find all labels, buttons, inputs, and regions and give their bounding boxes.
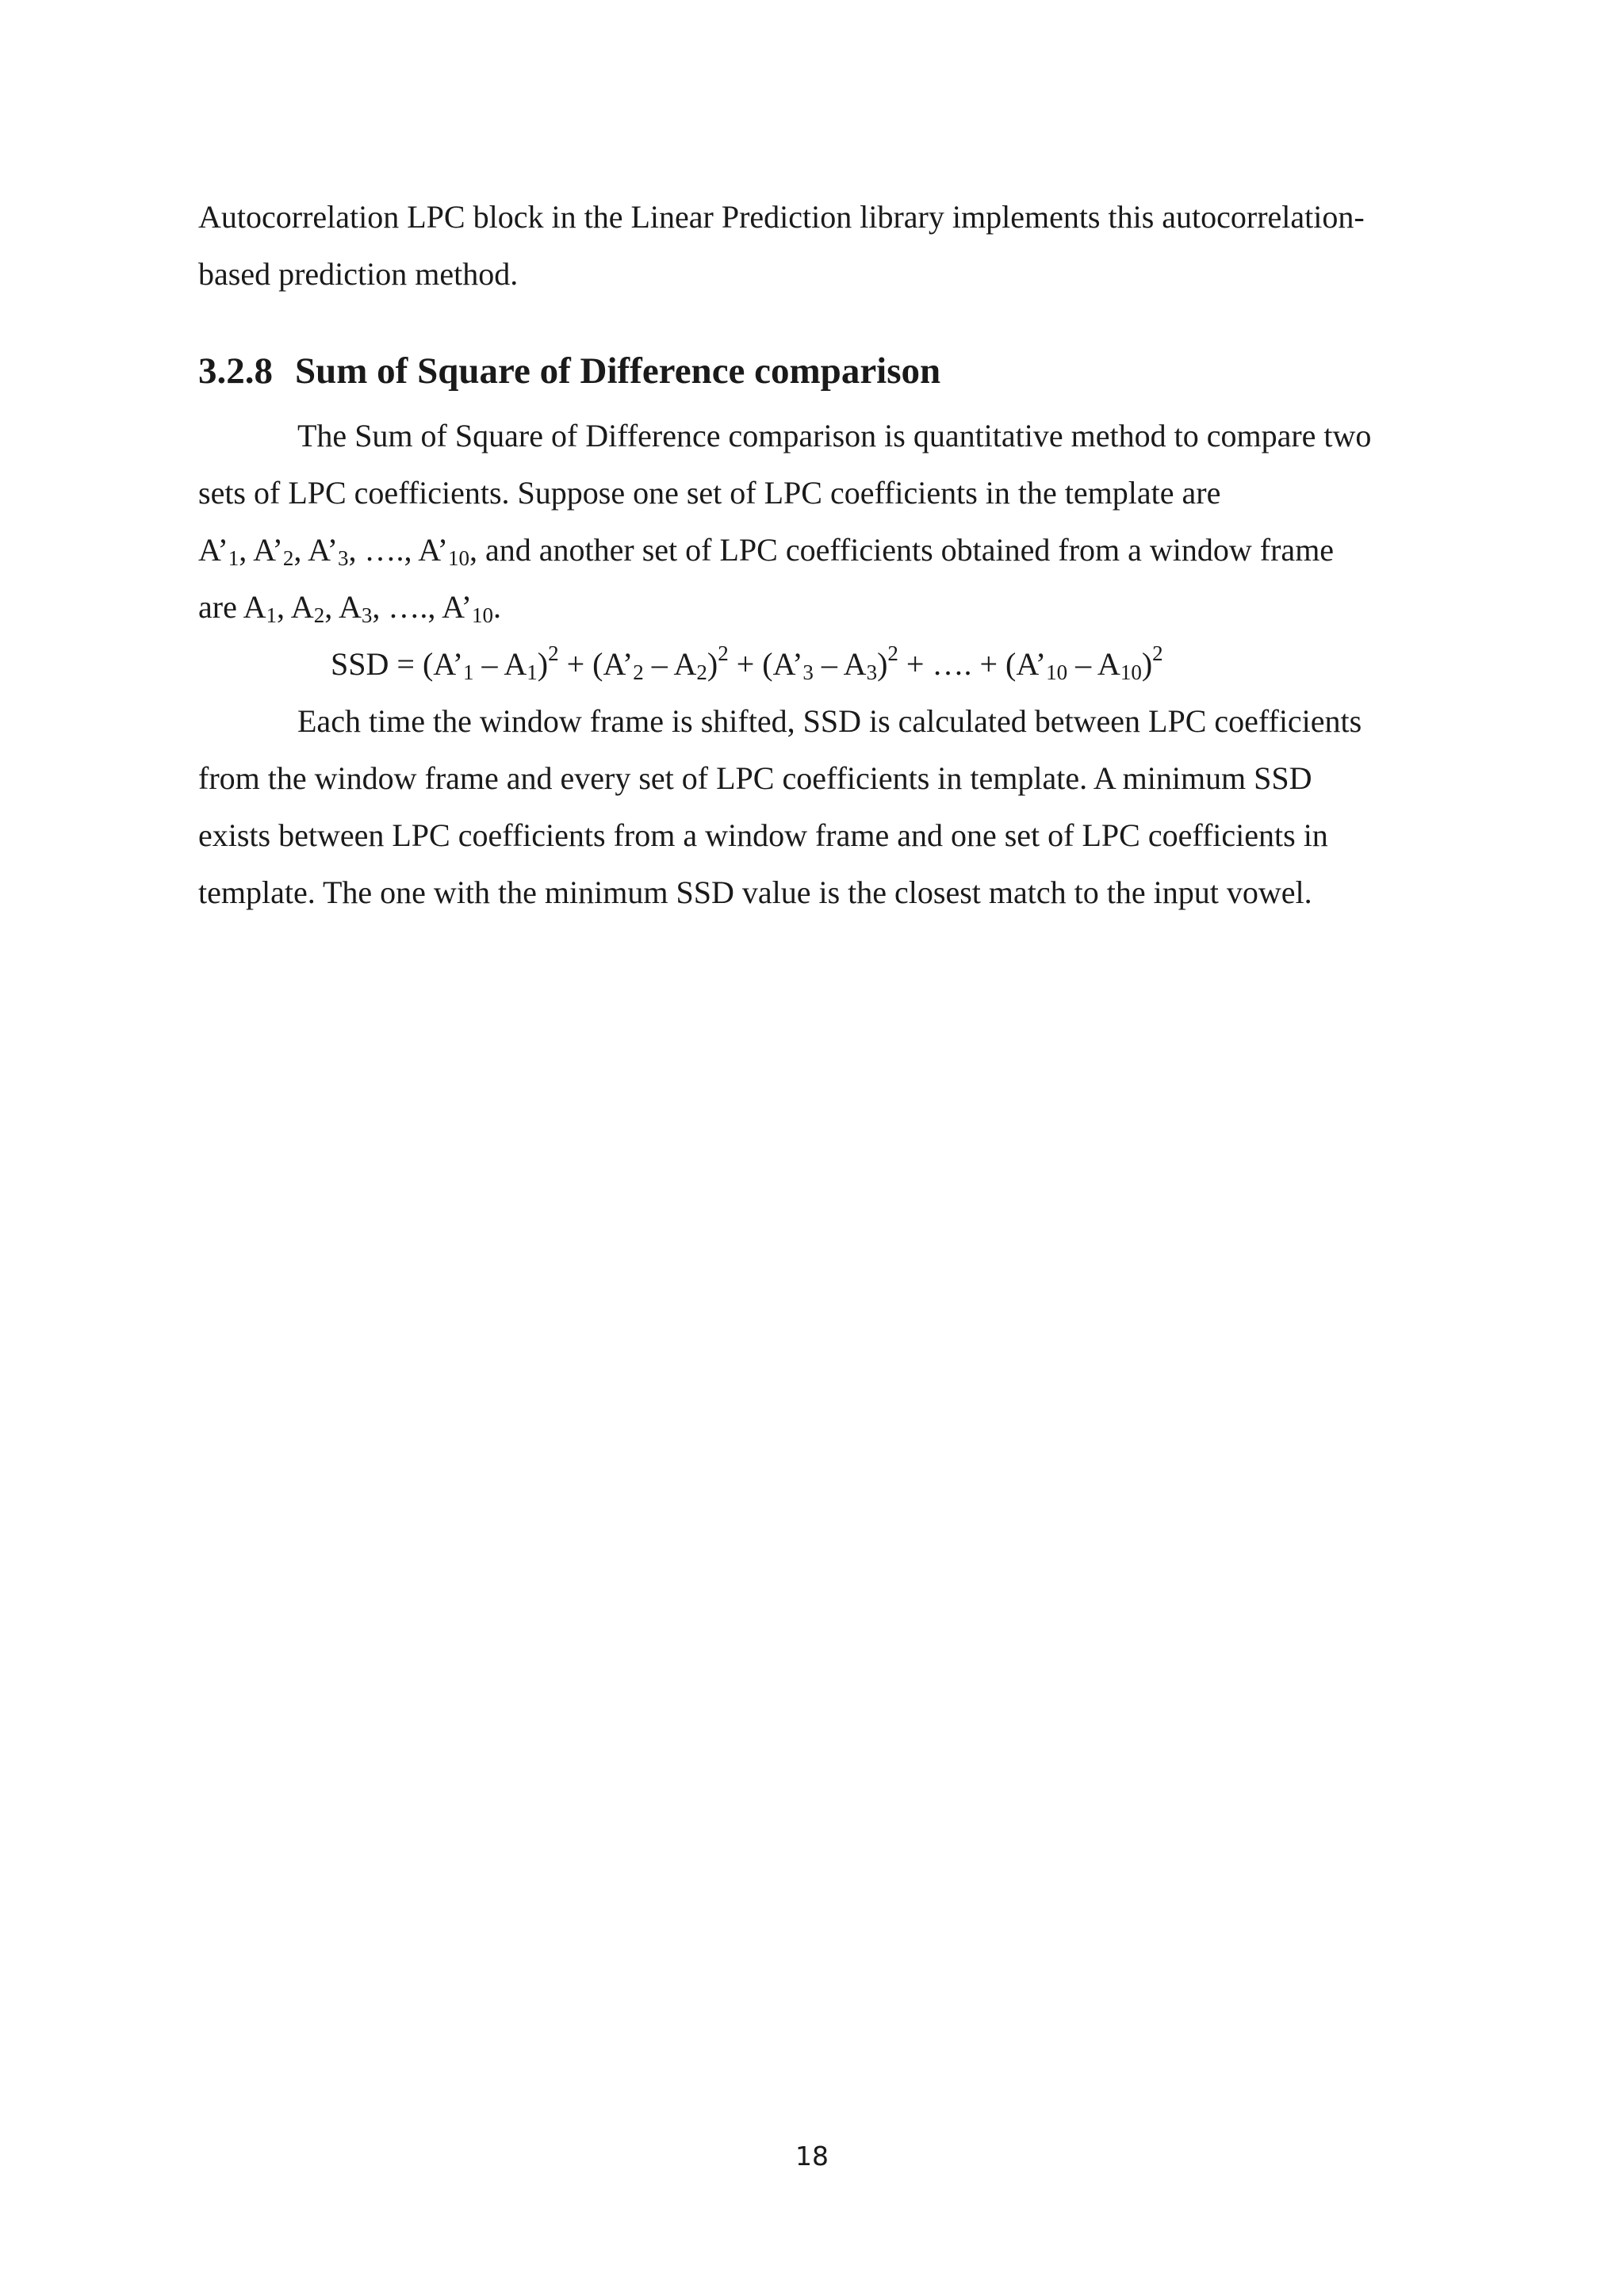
para1-line-1: The Sum of Square of Difference comparison is quantitative method to compare two — [297, 418, 1372, 453]
ssd-equation: SSD = $(A’_1 - A_1)^2$ + $(A’_2 - A_2)^2$ + $(A’_3 - A_3)^2$ + …. + $(A’_{10} - A_{10})^2$ — [331, 641, 1163, 684]
para2-line-4: template. The one with the minimum SSD value is the closest match to the input vowel. — [198, 874, 1312, 910]
para2-line-2: from the window frame and every set of LPC coefficients in template. A minimum SSD — [198, 760, 1312, 796]
para1-line-3: $A’_1$, $A’_2$, $A’_3$, …., $A’_{10}$, and another set of LPC coefficients obtained from a window frame — [198, 532, 1335, 570]
section-heading — [198, 349, 940, 393]
intro-line-2: based prediction method. — [198, 256, 519, 292]
para2-line-1: Each time the window frame is shifted, SSD is calculated between LPC coefficients — [297, 703, 1362, 739]
section-number: 3.2.8 — [198, 350, 273, 392]
page-number: 18 — [795, 2141, 829, 2172]
para2-line-3: exists between LPC coefficients from a window frame and one set of LPC coefficients in — [198, 817, 1328, 853]
intro-line-1: Autocorrelation LPC block in the Linear Prediction library implements this autocorrelation- — [198, 199, 1365, 235]
para1-line-4-lead: are — [198, 589, 243, 625]
para1-line-2: sets of LPC coefficients. Suppose one set of LPC coefficients in the template are — [198, 475, 1221, 511]
para1-line-3-tail: , and another set of LPC coefficients obtained from a window frame — [469, 532, 1335, 568]
equation-lhs: SSD — [331, 646, 389, 682]
section-title: Sum of Square of Difference comparison — [295, 350, 941, 392]
para1-line-4: are $A_1$, $A_2$, $A_3$, …., $A’_{10}$. — [198, 589, 501, 627]
